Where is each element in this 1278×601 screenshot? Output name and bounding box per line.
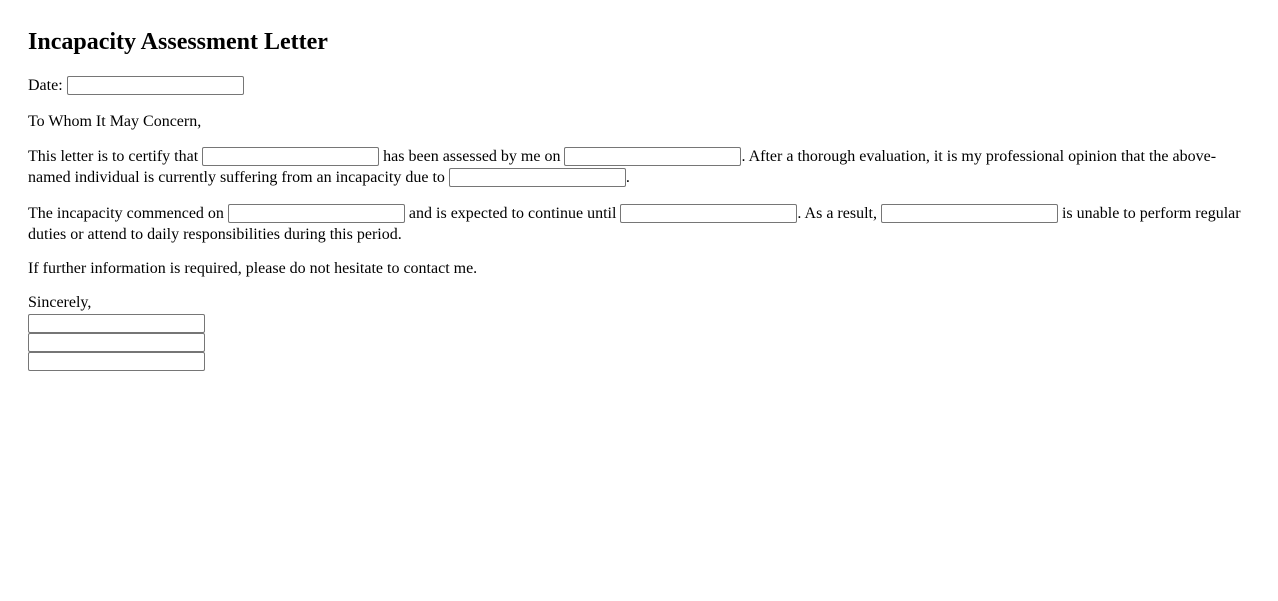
assessment-date-input[interactable]	[564, 147, 741, 166]
signature-input-3[interactable]	[28, 352, 205, 371]
signature-input-1[interactable]	[28, 314, 205, 333]
paragraph-certification	[28, 146, 1250, 188]
signature-block	[28, 314, 1250, 371]
paragraph-duration-text-2: and is expected to continue until	[408, 205, 617, 222]
date-label: Date:	[28, 77, 63, 94]
end-date-input[interactable]	[620, 204, 797, 223]
patient-name-input-2[interactable]	[881, 204, 1058, 223]
paragraph-certification-text-1: This letter is to certify that	[28, 148, 199, 165]
paragraph-contact: If further information is required, please do not hesitate to contact me.	[28, 260, 478, 277]
paragraph-duration-text-4: is unable to perform regular duties or attend to daily responsibilities during this period.	[28, 205, 1241, 243]
patient-name-input[interactable]	[202, 147, 379, 166]
start-date-input[interactable]	[228, 204, 405, 223]
paragraph-certification-text-2: has been assessed by me on	[383, 148, 561, 165]
page-title: Incapacity Assessment Letter	[28, 29, 328, 55]
signature-input-2[interactable]	[28, 333, 205, 352]
paragraph-certification-text-3: . After a thorough evaluation, it is my professional opinion that the above-named individual is currently suffering from an incapacity due to	[28, 148, 1217, 186]
paragraph-duration	[28, 203, 1250, 245]
date-input[interactable]	[67, 76, 244, 95]
paragraph-certification-text-4: .	[625, 169, 630, 186]
condition-input[interactable]	[449, 168, 626, 187]
greeting: To Whom It May Concern,	[28, 113, 202, 130]
paragraph-duration-text-1: The incapacity commenced on	[28, 205, 224, 222]
paragraph-duration-text-3: . As a result,	[797, 205, 877, 222]
closing: Sincerely,	[28, 294, 92, 311]
date-line	[28, 75, 1250, 96]
